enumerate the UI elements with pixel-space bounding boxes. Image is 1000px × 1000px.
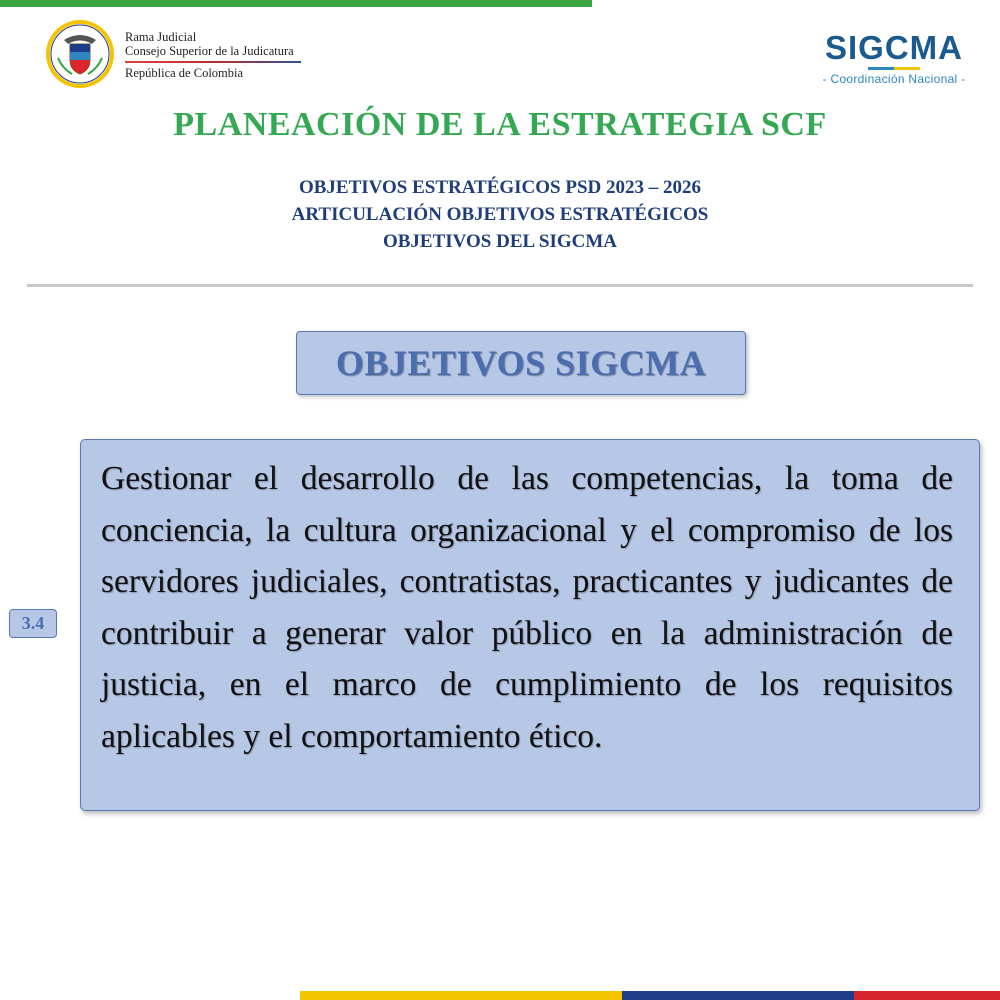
- objective-description: Gestionar el desarrollo de las competencias, la toma de conciencia, la cultura organizacional y el compromiso de los servidores judiciales, contratistas, practicantes y judicantes de contribuir a generar valor público en la administración de justicia, en el marco de cumplimiento de los requisitos aplicables y el comportamiento ético.: [101, 460, 953, 755]
- objective-text-box: [80, 439, 980, 811]
- objective-number-badge: [9, 609, 57, 638]
- section-title-box: [296, 331, 746, 395]
- org-line-republica: República de Colombia: [125, 66, 244, 80]
- colombia-coat-of-arms-icon: [44, 18, 116, 90]
- sigcma-logo-text: SIGCMA: [825, 29, 963, 66]
- header-separator: [27, 284, 973, 287]
- sigcma-logo: [814, 30, 974, 86]
- flag-yellow-segment: [300, 991, 622, 1000]
- flag-blue-segment: [622, 991, 854, 1000]
- flag-red-segment: [854, 991, 1000, 1000]
- organization-name-block: [125, 30, 301, 80]
- objective-number: 3.4: [21, 613, 45, 633]
- subtitle-block: [0, 174, 1000, 255]
- page-title: PLANEACIÓN DE LA ESTRATEGIA SCF: [173, 106, 827, 143]
- subtitle-line-objetivos-psd: OBJETIVOS ESTRATÉGICOS PSD 2023 – 2026: [298, 177, 702, 198]
- org-line-rama-judicial: Rama Judicial: [125, 30, 197, 44]
- subtitle-line-objetivos-sigcma: OBJETIVOS DEL SIGCMA: [382, 231, 617, 252]
- page-header: [0, 0, 1000, 110]
- subtitle-line-articulacion: ARTICULACIÓN OBJETIVOS ESTRATÉGICOS: [291, 204, 709, 225]
- section-title: OBJETIVOS SIGCMA: [335, 343, 707, 383]
- sigcma-logo-subtitle: - Coordinación Nacional -: [822, 72, 966, 86]
- sigcma-logo-accent: [868, 67, 920, 70]
- org-line-consejo: Consejo Superior de la Judicatura: [125, 44, 294, 58]
- org-divider: [125, 61, 301, 63]
- bottom-flag-bar: [300, 991, 1000, 1000]
